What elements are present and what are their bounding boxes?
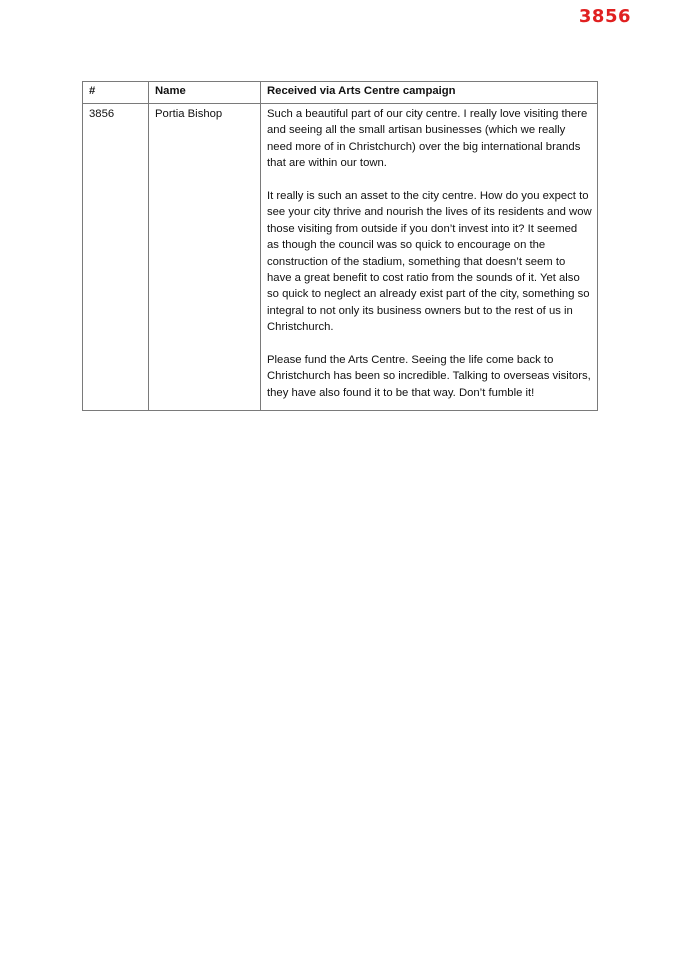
cell-number: 3856 bbox=[83, 104, 149, 411]
comment-paragraph: It really is such an asset to the city centre. How do you expect to see your city thrive and nourish the lives of its residents and wow those visiting from outside if you don’t invest into it? It seemed as though the council was so quick to encourage on the construction of the stadium, something that doesn’t seem to have a great benefit to cost ratio from the sounds of it. Yet also so quick to neglect an already exist part of the city, something so integral to not only its business owners but to the rest of us in Christchurch. bbox=[267, 190, 592, 334]
table-header-row bbox=[83, 82, 598, 104]
cell-comment bbox=[261, 104, 598, 411]
header-number: # bbox=[83, 82, 149, 104]
submission-table bbox=[82, 81, 598, 411]
comment-paragraph: Such a beautiful part of our city centre. I really love visiting there and seeing all the small artisan businesses (which we really need more of in Christchurch) over the big international brands that are within our town. bbox=[267, 108, 588, 170]
page-number: 3856 bbox=[578, 6, 631, 27]
table-row bbox=[83, 104, 598, 411]
comment-paragraph: Please fund the Arts Centre. Seeing the life come back to Christchurch has been so incredible. Talking to overseas visitors, they have also found it to be that way. Don’t fumble it! bbox=[267, 354, 591, 399]
header-name: Name bbox=[149, 82, 261, 104]
header-comment: Received via Arts Centre campaign bbox=[261, 82, 598, 104]
cell-name: Portia Bishop bbox=[149, 104, 261, 411]
